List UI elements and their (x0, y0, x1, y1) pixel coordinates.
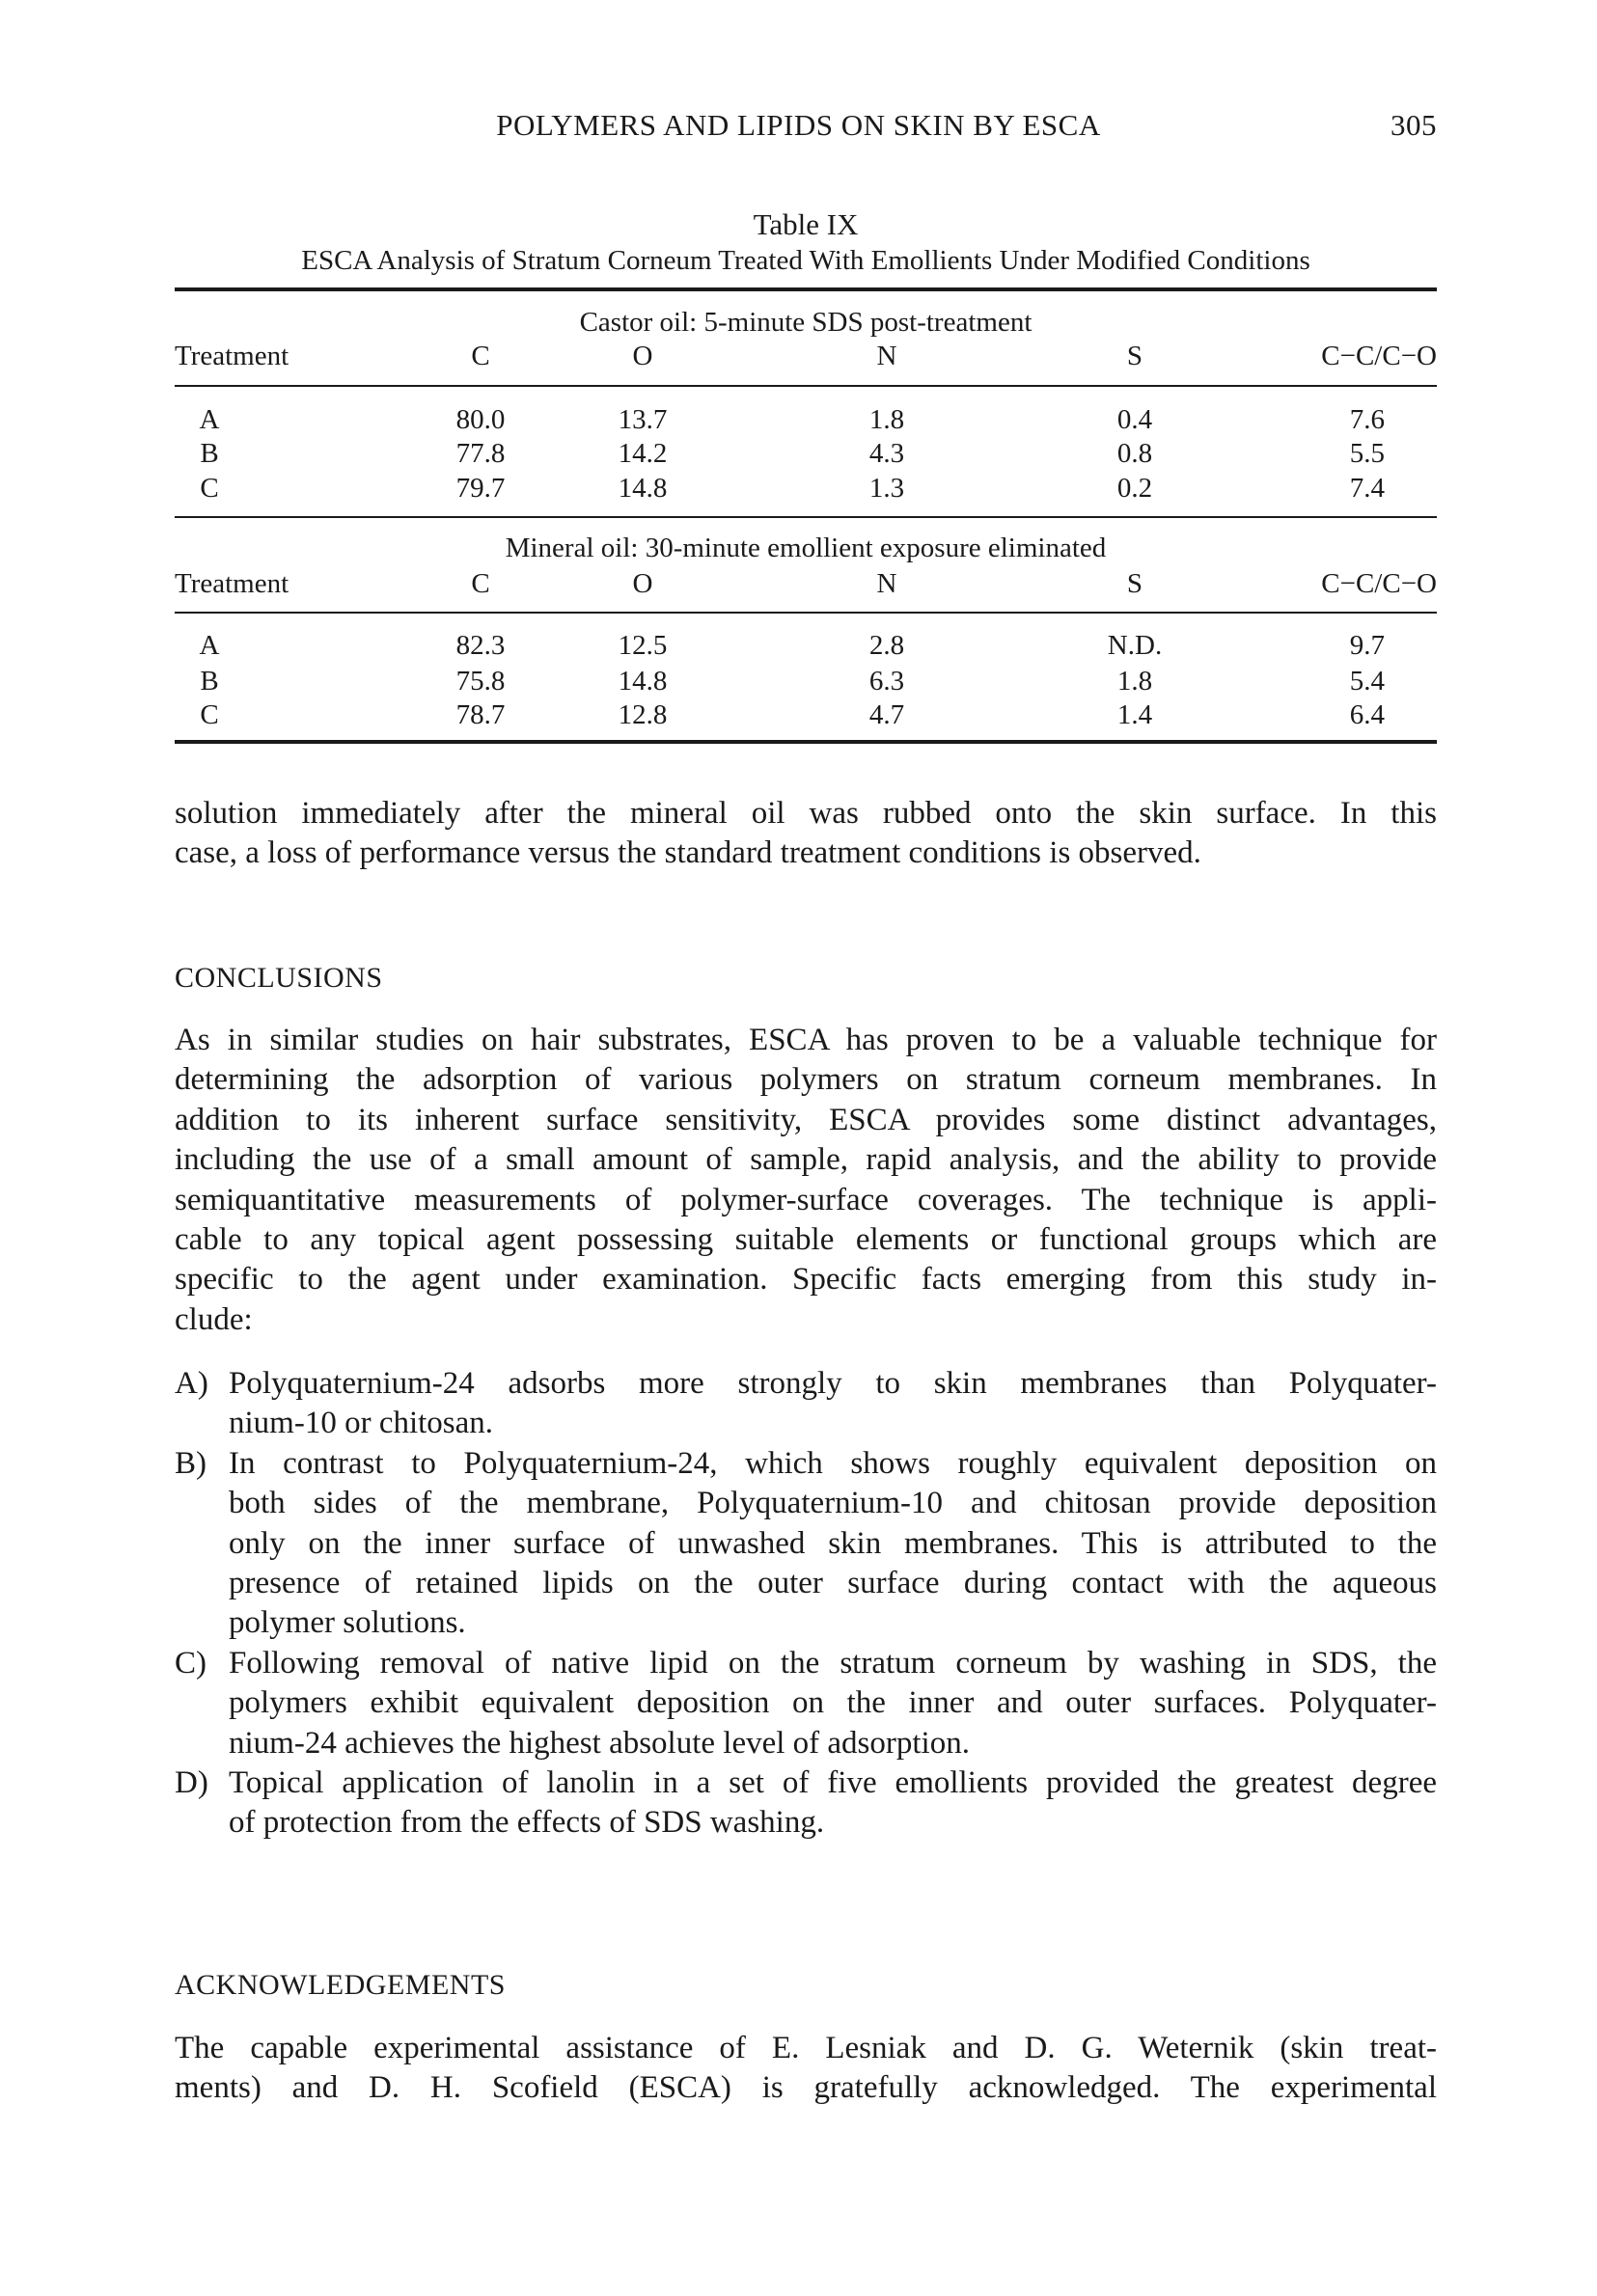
table-row (175, 697, 1437, 732)
table-cell: 13.7 (618, 404, 668, 435)
column-header: O (632, 568, 653, 599)
column-header: S (1126, 568, 1143, 599)
text-line: Following removal of native lipid on the stratum corneum by washing in SDS, the (229, 1645, 1437, 1681)
table-cell: 1.8 (1116, 666, 1153, 697)
table-cell: 12.8 (618, 699, 668, 730)
text-line: only on the inner surface of unwashed skin membranes. This is attributed to the (229, 1525, 1437, 1561)
list-item-label: C) (175, 1645, 207, 1681)
list-item (175, 1644, 1437, 1763)
text-line: addition to its inherent surface sensitivity, ESCA provides some distinct advantages, (175, 1102, 1437, 1137)
section-subtitle: Castor oil: 5-minute SDS post-treatment (579, 307, 1033, 338)
table-caption: ESCA Analysis of Stratum Corneum Treated With Emollients Under Modified Conditions (301, 245, 1310, 276)
header-rule (175, 612, 1437, 614)
table-cell: 6.4 (1349, 699, 1385, 730)
table-cell: 7.6 (1349, 404, 1385, 435)
acknowledgements-paragraph (175, 2029, 1437, 2109)
text-line: polymers exhibit equivalent deposition on the inner and outer surfaces. Polyquater- (229, 1685, 1437, 1721)
column-header: N (876, 568, 897, 599)
table-cell: 79.7 (455, 473, 506, 504)
table-header-row (175, 339, 1437, 373)
table-cell: 75.8 (455, 666, 506, 697)
table-row (175, 402, 1437, 437)
column-header: O (632, 341, 653, 371)
conclusions-list (175, 1364, 1437, 1844)
page-number: 305 (1390, 108, 1437, 142)
text-line: polymer solutions. (229, 1605, 466, 1641)
text-line: presence of retained lipids on the outer surface during contact with the aqueous (229, 1565, 1437, 1600)
table-cell: 80.0 (455, 404, 506, 435)
table-cell: 14.2 (618, 438, 668, 469)
column-header: C−C/C−O (1321, 568, 1437, 599)
column-header: C−C/C−O (1321, 341, 1437, 371)
table-cell: 9.7 (1349, 630, 1385, 661)
text-line: including the use of a small amount of sample, rapid analysis, and the ability to provide (175, 1142, 1437, 1178)
table-cell: A (199, 630, 220, 661)
table-cell: 1.8 (868, 404, 905, 435)
table-cell: 1.4 (1116, 699, 1153, 730)
column-header: Treatment (175, 341, 289, 371)
list-item (175, 1364, 1437, 1444)
column-header: C (471, 341, 490, 371)
table-cell: 2.8 (868, 630, 905, 661)
text-line: The capable experimental assistance of E. Lesniak and D. G. Weternik (skin treat- (175, 2031, 1437, 2065)
header-rule (175, 385, 1437, 387)
table-cell: 0.8 (1116, 438, 1153, 469)
column-header: S (1126, 341, 1143, 371)
column-header: N (876, 341, 897, 371)
section-rule (175, 516, 1437, 518)
table-cell: 0.2 (1116, 473, 1153, 504)
text-line: case, a loss of performance versus the standard treatment conditions is observed. (175, 835, 1201, 871)
table-cell: 5.4 (1349, 666, 1385, 697)
table-cell: C (200, 699, 219, 730)
table-cell: A (199, 404, 220, 435)
table-top-rule (175, 287, 1437, 291)
running-title: POLYMERS AND LIPIDS ON SKIN BY ESCA (496, 108, 1101, 142)
table-cell: 6.3 (868, 666, 905, 697)
table-row (175, 471, 1437, 506)
list-item-label: A) (175, 1366, 208, 1401)
text-line: nium-24 achieves the highest absolute level of adsorption. (229, 1725, 970, 1761)
text-line: Polyquaternium-24 adsorbs more strongly to skin membranes than Polyquater- (229, 1366, 1437, 1401)
table-row (175, 436, 1437, 471)
list-item (175, 1444, 1437, 1644)
table-cell: 78.7 (455, 699, 506, 730)
table-cell: 4.3 (868, 438, 905, 469)
column-header: Treatment (175, 568, 289, 599)
table-cell: B (200, 666, 219, 697)
text-line: In contrast to Polyquaternium-24, which shows roughly equivalent deposition on (229, 1445, 1437, 1481)
text-line: both sides of the membrane, Polyquaternium-10 and chitosan provide deposition (229, 1486, 1437, 1521)
text-line: nium-10 or chitosan. (229, 1406, 494, 1441)
text-line: Topical application of lanolin in a set of five emollients provided the greatest degree (229, 1764, 1437, 1800)
section-subtitle: Mineral oil: 30-minute emollient exposure eliminated (505, 533, 1107, 563)
table-cell: 14.8 (618, 473, 668, 504)
text-line: solution immediately after the mineral oil was rubbed onto the skin surface. In this (175, 796, 1437, 831)
table-cell: N.D. (1107, 630, 1163, 661)
table-bottom-rule (175, 740, 1437, 744)
text-line: determining the adsorption of various polymers on stratum corneum membranes. In (175, 1062, 1437, 1098)
table-cell: C (200, 473, 219, 504)
table-cell: 14.8 (618, 666, 668, 697)
acknowledgements-heading: ACKNOWLEDGEMENTS (175, 1969, 506, 2001)
text-line: As in similar studies on hair substrates, ESCA has proven to be a valuable technique for (175, 1023, 1437, 1057)
text-line: ments) and D. H. Scofield (ESCA) is gratefully acknowledged. The experimental (175, 2070, 1437, 2106)
table-row (175, 628, 1437, 663)
conclusions-paragraph (175, 1021, 1437, 1340)
text-line: of protection from the effects of SDS washing. (229, 1805, 825, 1841)
text-line: specific to the agent under examination. Specific facts emerging from this study in- (175, 1262, 1437, 1298)
list-item-label: B) (175, 1445, 207, 1481)
text-line: clude: (175, 1301, 253, 1337)
conclusions-heading: CONCLUSIONS (175, 962, 383, 994)
table-cell: 12.5 (618, 630, 668, 661)
table-cell: 77.8 (455, 438, 506, 469)
table-cell: 1.3 (868, 473, 905, 504)
table-cell: 5.5 (1349, 438, 1385, 469)
intro-paragraph (175, 794, 1437, 874)
table-row (175, 664, 1437, 698)
list-item (175, 1763, 1437, 1844)
table-cell: 0.4 (1116, 404, 1153, 435)
column-header: C (471, 568, 490, 599)
list-item-label: D) (175, 1764, 208, 1800)
text-line: semiquantitative measurements of polymer-surface coverages. The technique is appli- (175, 1182, 1437, 1217)
table-cell: 7.4 (1349, 473, 1385, 504)
table-cell: 82.3 (455, 630, 506, 661)
table-cell: 4.7 (868, 699, 905, 730)
table-header-row (175, 566, 1437, 601)
table-label: Table IX (753, 207, 859, 241)
table-cell: B (200, 438, 219, 469)
text-line: cable to any topical agent possessing suitable elements or functional groups which are (175, 1221, 1437, 1257)
